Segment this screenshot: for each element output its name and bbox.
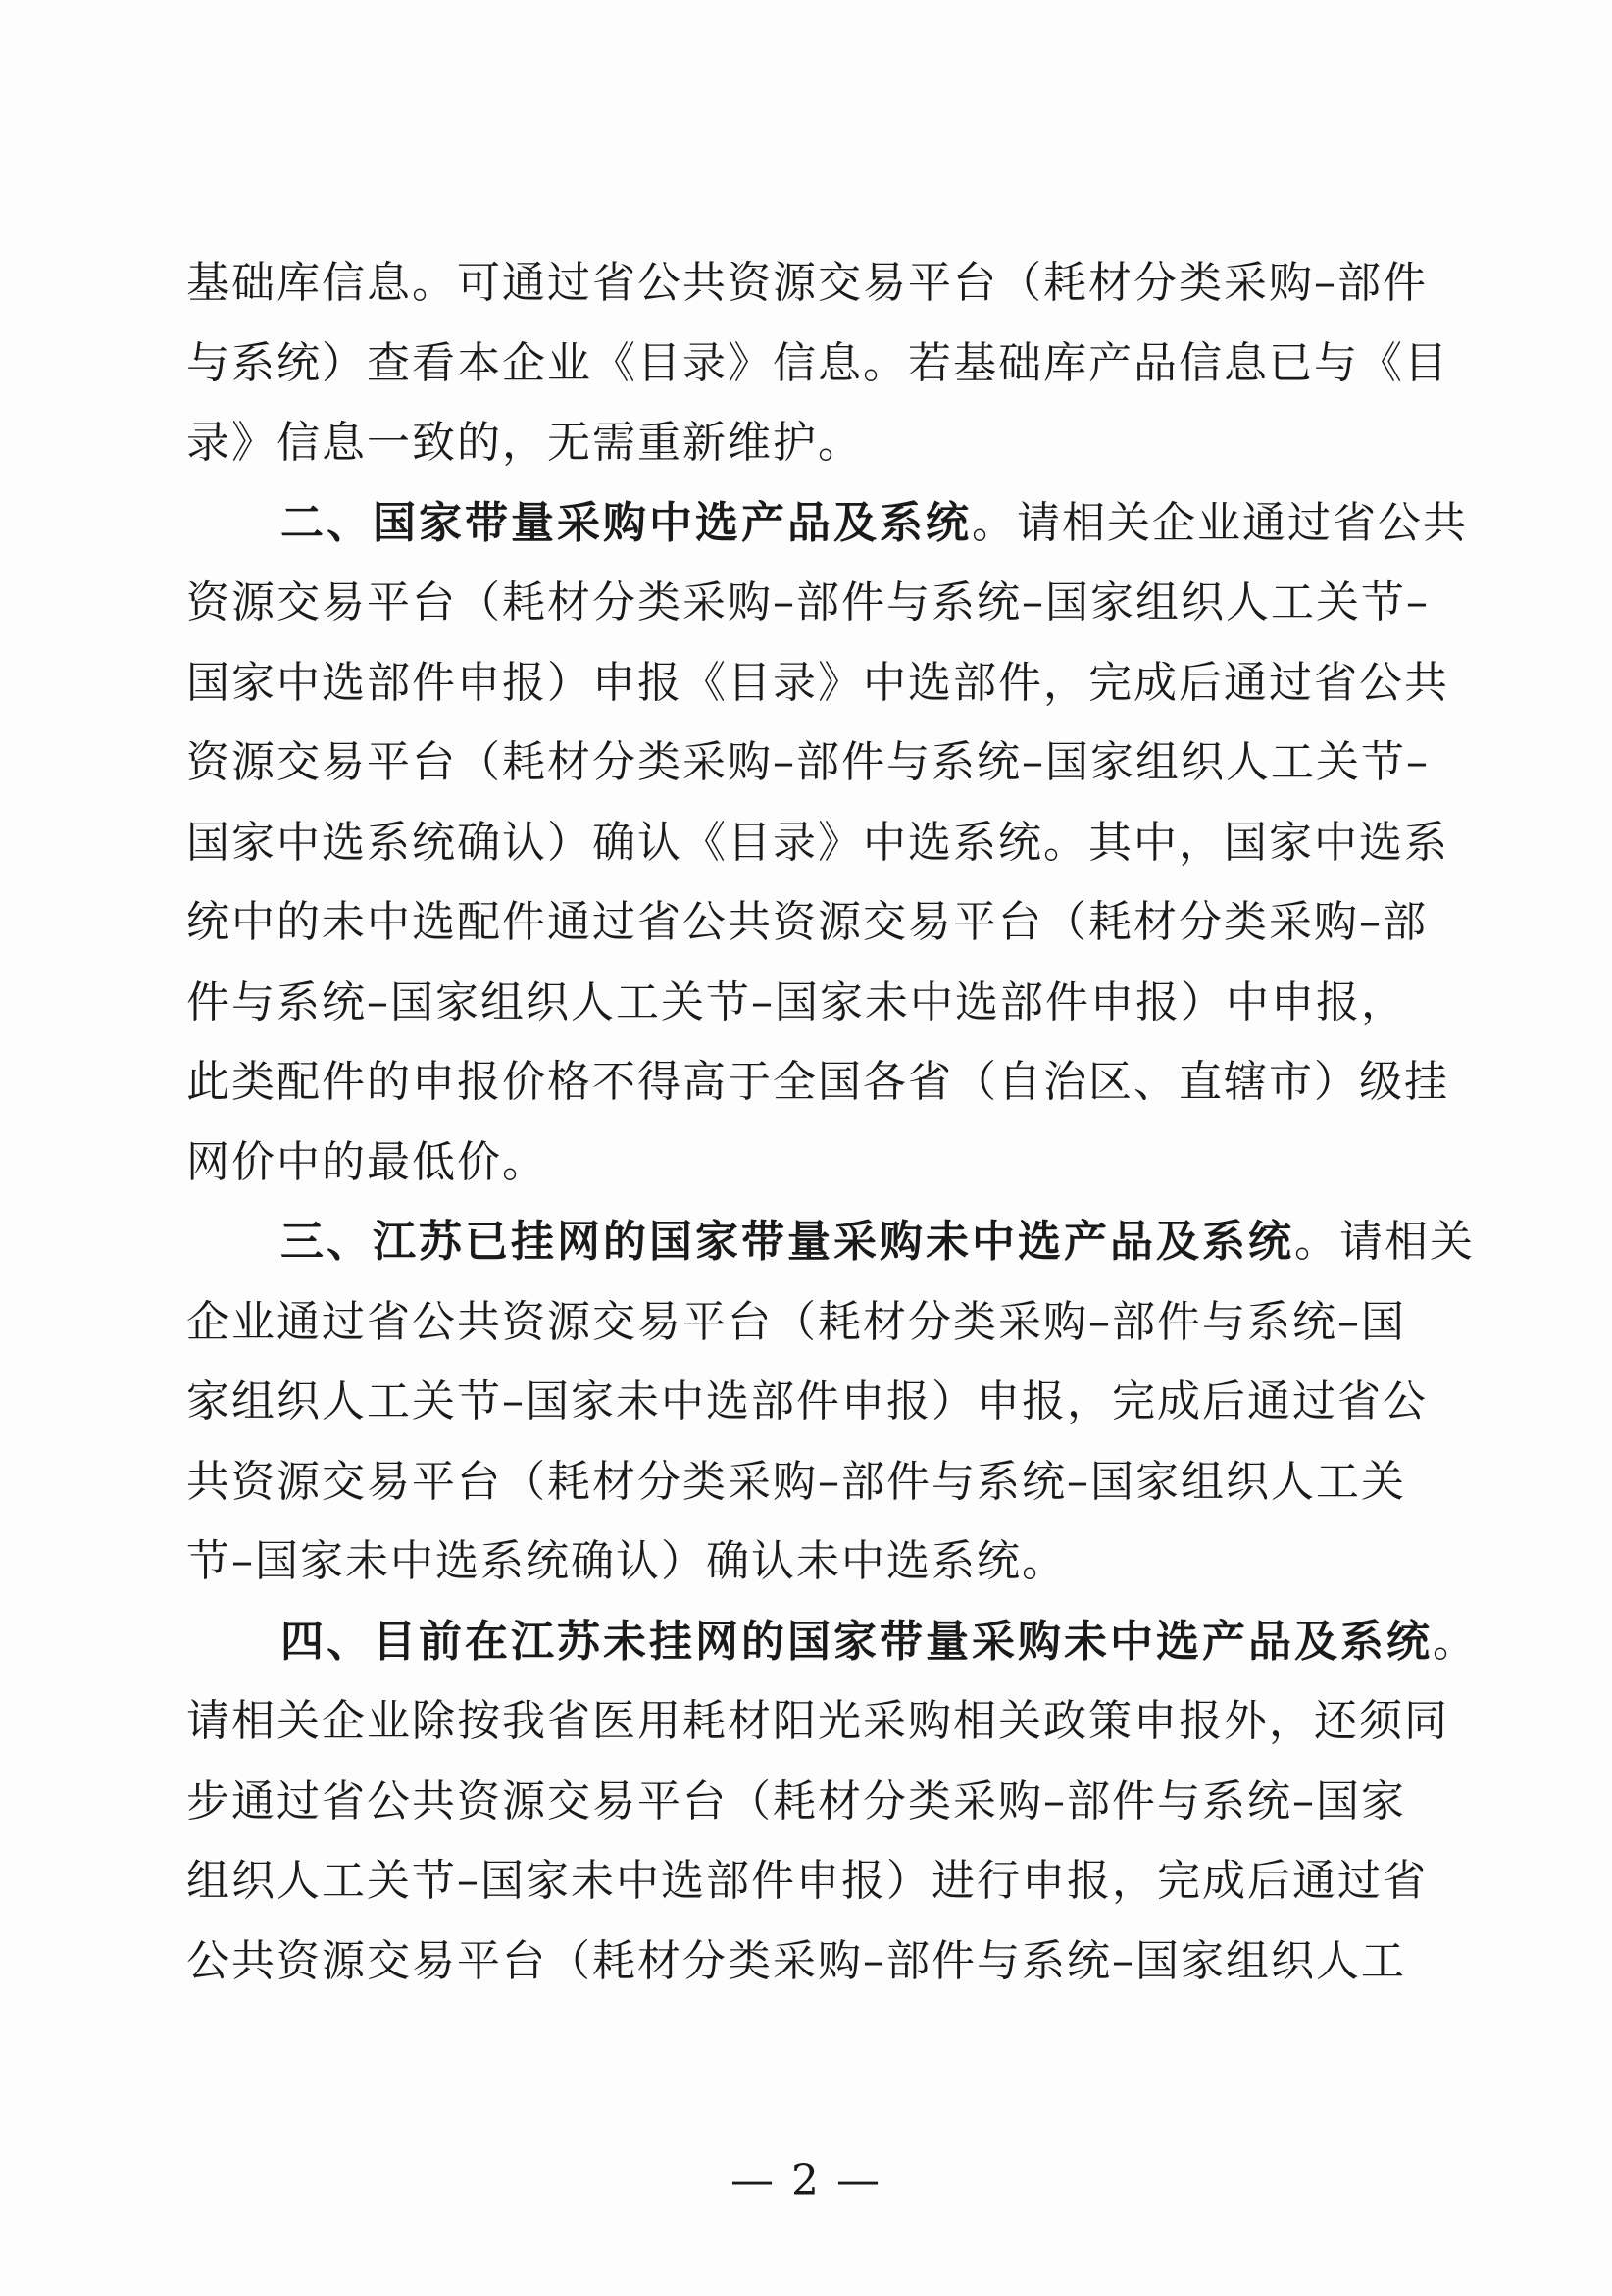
text-segment: 请相关企业除按我省医用耗材阳光采购相关政策申报外，还须同 [186,1696,1449,1746]
text-line [186,403,1387,483]
page-number: — 2 — [730,2156,882,2206]
text-segment: 公共资源交易平台（耗材分类采购–部件与系统–国家组织人工 [186,1935,1406,1986]
text-segment: 与系统）查看本企业《目录》信息。若基础库产品信息已与《目 [186,337,1449,388]
text-segment: 企业通过省公共资源交易平台（耗材分类采购–部件与系统–国 [186,1296,1406,1347]
text-line [186,1442,1406,1522]
text-segment: 录》信息一致的，无需重新维护。 [186,418,863,468]
text-line [186,1123,1387,1203]
text-line [186,1282,1406,1363]
text-line [186,324,1449,404]
text-line [186,723,1430,803]
text-segment: 资源交易平台（耗材分类采购–部件与系统–国家组织人工关节– [186,577,1430,627]
section-heading: 二、国家带量采购中选产品及系统 [280,497,972,548]
text-segment: 基础库信息。可通过省公共资源交易平台（耗材分类采购–部件 [186,258,1428,308]
text-line [186,1841,1428,1922]
text-line [186,882,1428,963]
text-segment: 。请相关 [1294,1217,1475,1267]
text-line [186,803,1449,883]
text-segment: 网价中的最低价。 [186,1136,547,1187]
text-segment: 家组织人工关节–国家未中选部件申报）申报，完成后通过省公 [186,1376,1428,1426]
text-segment: 共资源交易平台（耗材分类采购–部件与系统–国家组织人工关 [186,1456,1406,1507]
text-line [186,243,1428,324]
text-line [186,563,1430,643]
text-segment: 组织人工关节–国家未中选部件申报）进行申报，完成后通过省 [186,1856,1428,1906]
text-line [186,1522,1387,1602]
text-segment: 此类配件的申报价格不得高于全国各省（自治区、直辖市）级挂 [186,1057,1449,1107]
text-line [186,1922,1406,2002]
text-segment: 国家中选系统确认）确认《目录》中选系统。其中，国家中选系 [186,817,1449,868]
text-segment: 统中的未中选配件通过省公共资源交易平台（耗材分类采购–部 [186,897,1428,947]
text-line [186,963,1406,1043]
text-segment: 。 [1433,1616,1478,1667]
section-heading: 三、江苏已挂网的国家带量采购未中选产品及系统 [280,1217,1294,1267]
text-line [186,1681,1449,1762]
text-line [186,1762,1406,1842]
text-segment: 。请相关企业通过省公共 [972,497,1468,548]
text-segment: 国家中选部件申报）申报《目录》中选部件，完成后通过省公共 [186,657,1449,708]
text-segment: 资源交易平台（耗材分类采购–部件与系统–国家组织人工关节– [186,737,1430,787]
text-segment: 件与系统–国家组织人工关节–国家未中选部件申报）中申报， [186,976,1406,1027]
text-line [186,1042,1449,1123]
text-segment: 节–国家未中选系统确认）确认未中选系统。 [186,1536,1067,1586]
text-line [186,1202,1475,1282]
text-line [186,643,1449,724]
text-line [186,483,1468,564]
section-heading: 四、目前在江苏未挂网的国家带量采购未中选产品及系统 [280,1616,1433,1667]
text-segment: 步通过省公共资源交易平台（耗材分类采购–部件与系统–国家 [186,1775,1406,1826]
text-line [186,1602,1478,1682]
text-line [186,1362,1428,1442]
document-body [186,243,1478,2001]
